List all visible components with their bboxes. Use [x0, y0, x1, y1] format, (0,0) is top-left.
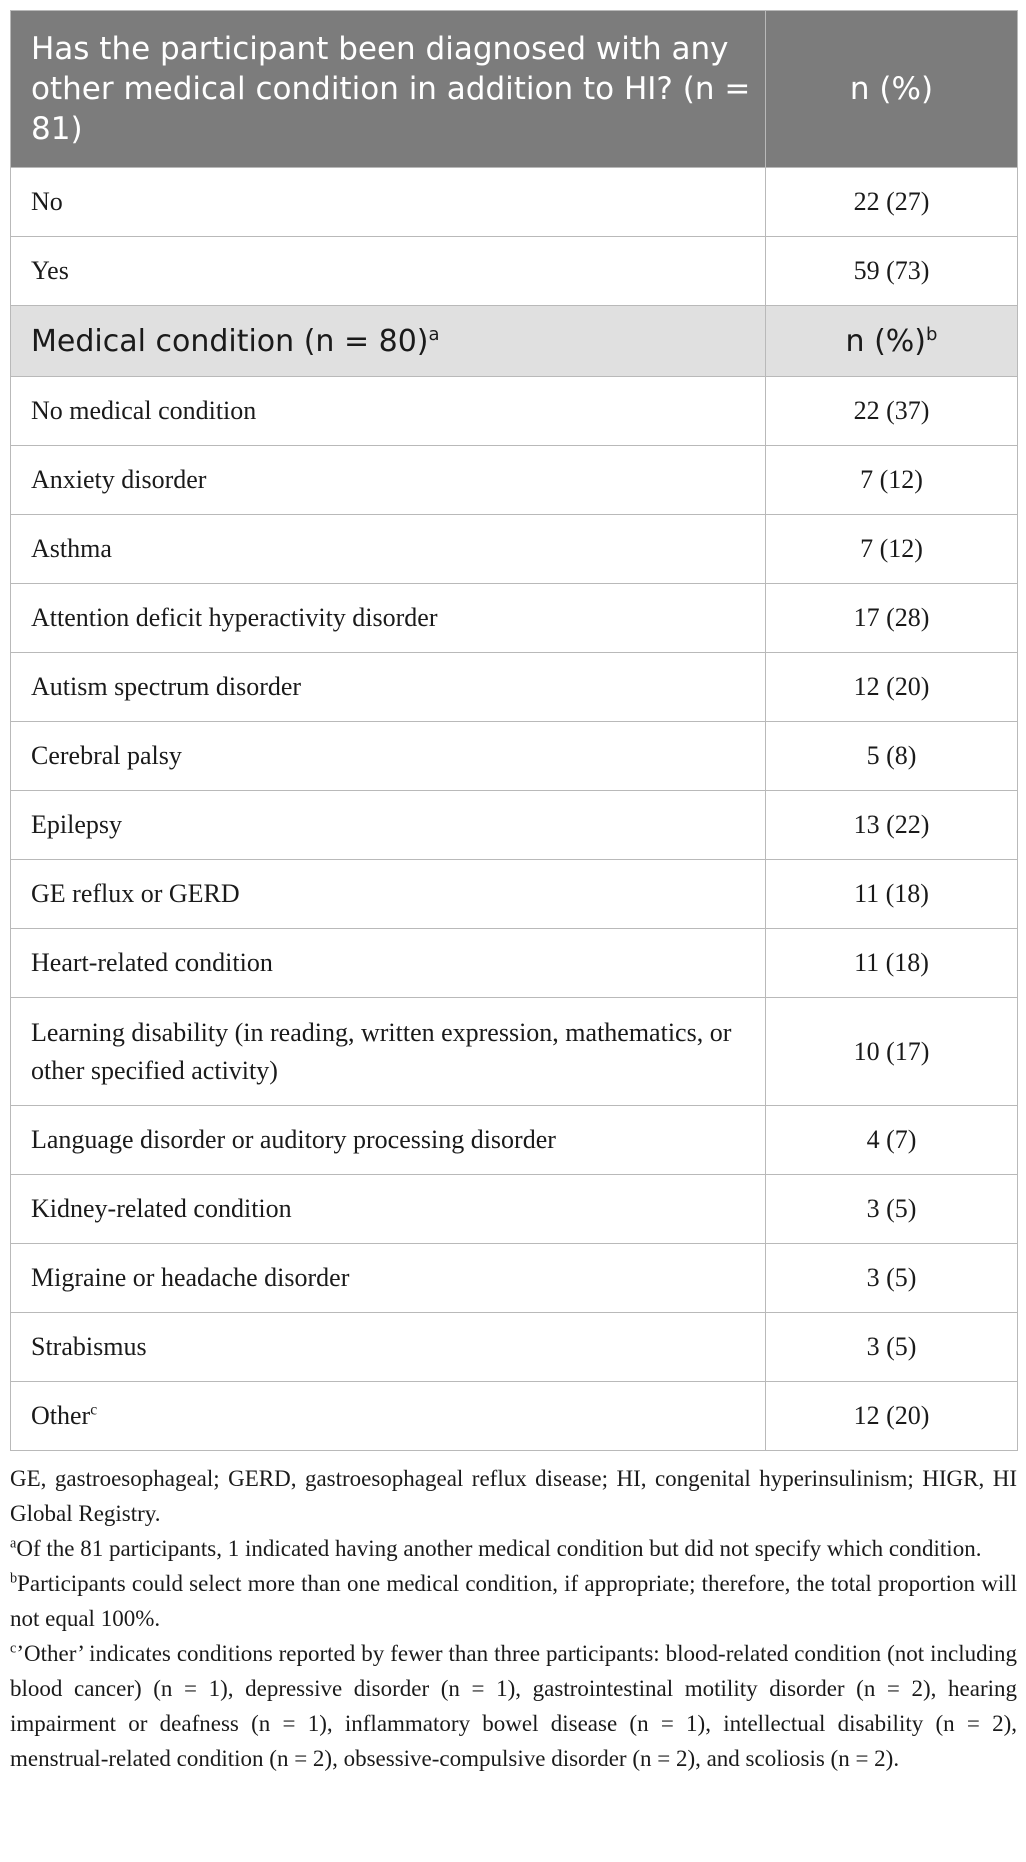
header-n-percent: n (%): [766, 11, 1018, 168]
table-row: [11, 168, 1018, 237]
table-row: [11, 1175, 1018, 1244]
table-row: [11, 791, 1018, 860]
row-value: 11 (18): [766, 929, 1018, 998]
row-value: 5 (8): [766, 722, 1018, 791]
footnote-c-marker: c: [10, 1640, 17, 1657]
row-value: 12 (20): [766, 653, 1018, 722]
row-label: Migraine or headache disorder: [11, 1244, 766, 1313]
row-value: 3 (5): [766, 1313, 1018, 1382]
row-label: Kidney-related condition: [11, 1175, 766, 1244]
subheader-row: [11, 306, 1018, 377]
row-label: Epilepsy: [11, 791, 766, 860]
table-row: [11, 860, 1018, 929]
row-label: Asthma: [11, 515, 766, 584]
row-label: Cerebral palsy: [11, 722, 766, 791]
table-row: [11, 722, 1018, 791]
row-label: Attention deficit hyperactivity disorder: [11, 584, 766, 653]
table-row: [11, 1313, 1018, 1382]
table-row: [11, 1244, 1018, 1313]
row-value: 22 (37): [766, 377, 1018, 446]
row-label: Heart-related condition: [11, 929, 766, 998]
table-row: [11, 1382, 1018, 1451]
row-label: Yes: [11, 237, 766, 306]
footnote-marker-b: b: [926, 323, 938, 345]
row-value: 3 (5): [766, 1175, 1018, 1244]
footnote-c-text: ’Other’ indicates conditions reported by fewer than three participants: blood-related condition (not including blood cancer) (n = 1), depressive disorder (n = 1), gastrointestinal motility disorder (n = 2), hearing impairment or deafness (n = 1), inflammatory bowel disease (n = 1), intellectual disability (n = 2), menstrual-related condition (n = 2), obsessive-compulsive disorder (n = 2), and scoliosis (n = 2).: [10, 1641, 1017, 1771]
footnote-marker-c: c: [90, 1401, 98, 1419]
footnote-a-text: Of the 81 participants, 1 indicated having another medical condition but did not specify which condition.: [16, 1536, 982, 1561]
row-value: 13 (22): [766, 791, 1018, 860]
row-value: 4 (7): [766, 1106, 1018, 1175]
footnote-abbreviations: GE, gastroesophageal; GERD, gastroesophageal reflux disease; HI, congenital hyperinsulinism; HIGR, HI Global Registry.: [10, 1466, 1017, 1526]
row-label: Anxiety disorder: [11, 446, 766, 515]
table-row: [11, 1106, 1018, 1175]
row-value: 11 (18): [766, 860, 1018, 929]
footnote-b: [10, 1566, 1017, 1636]
table-row: [11, 237, 1018, 306]
footnote-b-marker: b: [10, 1570, 18, 1587]
row-label: Autism spectrum disorder: [11, 653, 766, 722]
subheader-n-percent-text: n (%): [845, 323, 927, 359]
medical-conditions-table: [10, 10, 1018, 1451]
table-row: [11, 584, 1018, 653]
row-label: No medical condition: [11, 377, 766, 446]
row-label: No: [11, 168, 766, 237]
footnote-marker-a: a: [428, 323, 440, 345]
table-row: [11, 929, 1018, 998]
table-row: [11, 653, 1018, 722]
table-header-row: [11, 11, 1018, 168]
subheader-label-text: Medical condition (n = 80): [31, 323, 429, 359]
row-label: [11, 1382, 766, 1451]
row-label: GE reflux or GERD: [11, 860, 766, 929]
subheader-label: [11, 306, 766, 377]
data-table-container: [10, 10, 1017, 1451]
footnote-c: [10, 1636, 1017, 1776]
table-row: [11, 377, 1018, 446]
table-row: [11, 446, 1018, 515]
row-value: 7 (12): [766, 446, 1018, 515]
row-value: 3 (5): [766, 1244, 1018, 1313]
header-question: Has the participant been diagnosed with any other medical condition in addition to HI? (n = 81): [11, 11, 766, 168]
table-row: [11, 515, 1018, 584]
row-value: 12 (20): [766, 1382, 1018, 1451]
row-value: 59 (73): [766, 237, 1018, 306]
row-label: Language disorder or auditory processing disorder: [11, 1106, 766, 1175]
row-label: Learning disability (in reading, written expression, mathematics, or other specified activity): [11, 998, 766, 1106]
row-value: 10 (17): [766, 998, 1018, 1106]
table-footnotes: [10, 1461, 1017, 1776]
footnote-b-text: Participants could select more than one medical condition, if appropriate; therefore, the total proportion will not equal 100%.: [10, 1571, 1017, 1631]
row-value: 7 (12): [766, 515, 1018, 584]
footnote-a: [10, 1531, 1017, 1566]
table-row: [11, 998, 1018, 1106]
footnote-a-marker: a: [10, 1535, 17, 1552]
subheader-n-percent: [766, 306, 1018, 377]
row-label: Strabismus: [11, 1313, 766, 1382]
row-label-text: Other: [31, 1401, 91, 1430]
row-value: 17 (28): [766, 584, 1018, 653]
row-value: 22 (27): [766, 168, 1018, 237]
